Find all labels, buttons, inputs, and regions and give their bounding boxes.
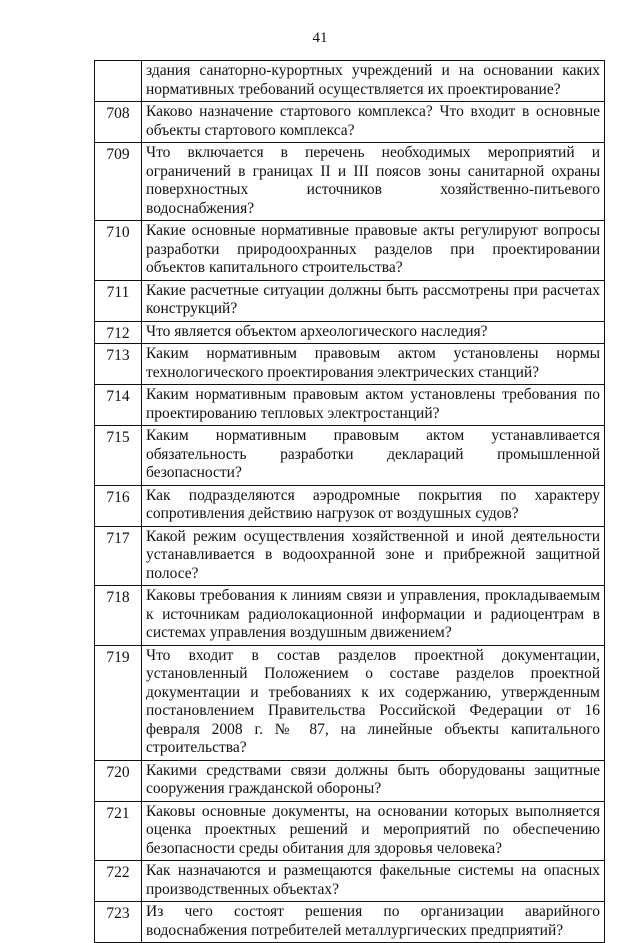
question-number: 711 (95, 280, 142, 321)
table-row (95, 801, 605, 861)
questions-table (94, 60, 605, 943)
table-row (95, 321, 605, 344)
question-number: 722 (95, 861, 142, 902)
table-row (95, 861, 605, 902)
question-number: 716 (95, 485, 142, 526)
question-text: Как назначаются и размещаются факельные системы на опасных производственных объектах? (142, 861, 605, 902)
table-row (95, 61, 605, 102)
question-number: 708 (95, 102, 142, 143)
question-number: 720 (95, 760, 142, 801)
question-text: Каково назначение стартового комплекса? Что входит в основные объекты стартового комплекса? (142, 102, 605, 143)
table-row (95, 280, 605, 321)
question-text: Какими средствами связи должны быть оборудованы защитные сооружения гражданской обороны? (142, 760, 605, 801)
question-text: Каким нормативным правовым актом устанавливается обязательность разработки деклараций промышленной безопасности? (142, 426, 605, 486)
question-text: Каковы требования к линиям связи и управления, прокладываемым к источникам радиолокационной информации и радиоцентрам в системах управления воздушным движением? (142, 586, 605, 646)
question-number: 718 (95, 586, 142, 646)
table-row (95, 586, 605, 646)
question-text: Из чего состоят решения по организации аварийного водоснабжения потребителей металлургических предприятий? (142, 902, 605, 943)
table-row (95, 143, 605, 221)
question-number: 715 (95, 426, 142, 486)
question-number: 723 (95, 902, 142, 943)
table-row (95, 760, 605, 801)
question-number: 713 (95, 344, 142, 385)
question-text: Что включается в перечень необходимых мероприятий и ограничений в границах II и III поясов зоны санитарной охраны поверхностных источников хозяйственно-питьевого водоснабжения? (142, 143, 605, 221)
question-text: Каким нормативным правовым актом установлены требования по проектированию тепловых электростанций? (142, 385, 605, 426)
question-text: Как подразделяются аэродромные покрытия по характеру сопротивления действию нагрузок от воздушных судов? (142, 485, 605, 526)
question-text: Какие расчетные ситуации должны быть рассмотрены при расчетах конструкций? (142, 280, 605, 321)
question-text: Что входит в состав разделов проектной документации, установленный Положением о составе разделов проектной документации и требованиях к их содержанию, утвержденным постановлением Правительства Российской Федерации от 16 февраля 2008 г. № 87, на линейные объекты капитального строительства? (142, 645, 605, 760)
table-row (95, 526, 605, 586)
page-number: 41 (312, 30, 328, 46)
question-text: Что является объектом археологического наследия? (142, 321, 605, 344)
question-number: 712 (95, 321, 142, 344)
table-row (95, 221, 605, 281)
question-number (95, 61, 142, 102)
question-text: Какие основные нормативные правовые акты регулируют вопросы разработки природоохранных разделов при проектировании объектов капитального строительства? (142, 221, 605, 281)
question-number: 719 (95, 645, 142, 760)
table-row (95, 902, 605, 943)
table-row (95, 645, 605, 760)
table-row (95, 485, 605, 526)
question-text: Каким нормативным правовым актом установлены нормы технологического проектирования электрических станций? (142, 344, 605, 385)
question-text: Каковы основные документы, на основании которых выполняется оценка проектных решений и мероприятий по обеспечению безопасности среды обитания для здоровья человека? (142, 801, 605, 861)
question-number: 721 (95, 801, 142, 861)
question-number: 710 (95, 221, 142, 281)
table-row (95, 426, 605, 486)
question-text: Какой режим осуществления хозяйственной и иной деятельности устанавливается в водоохранной зоне и прибрежной защитной полосе? (142, 526, 605, 586)
table-row (95, 385, 605, 426)
table-row (95, 344, 605, 385)
question-number: 709 (95, 143, 142, 221)
question-number: 717 (95, 526, 142, 586)
table-row (95, 102, 605, 143)
question-text: здания санаторно-курортных учреждений и на основании каких нормативных требований осуществляется их проектирование? (142, 61, 605, 102)
question-number: 714 (95, 385, 142, 426)
